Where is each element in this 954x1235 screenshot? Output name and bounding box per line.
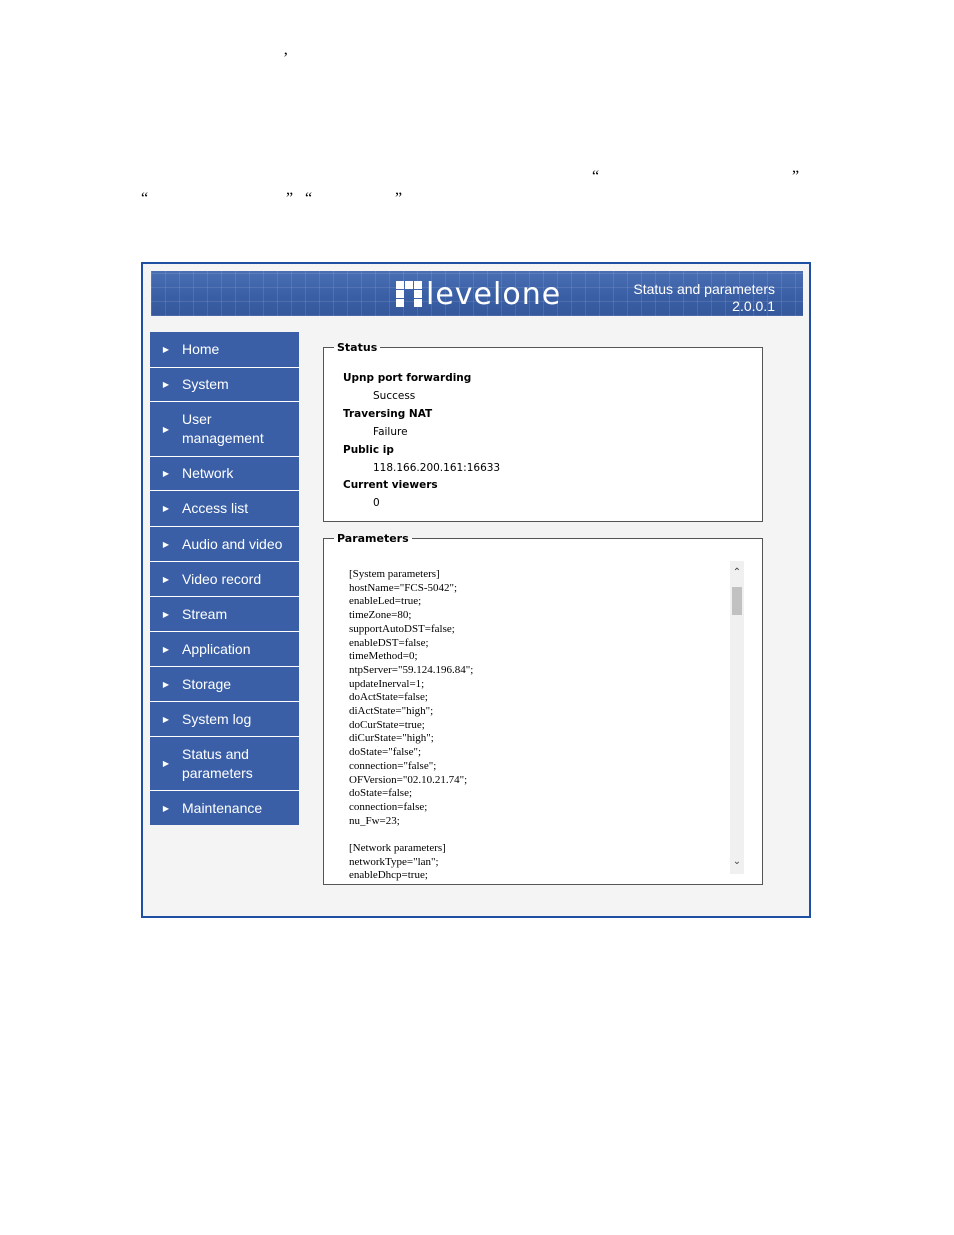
parameter-line: updateInerval=1; bbox=[349, 677, 425, 690]
sidebar-item-storage[interactable] bbox=[150, 667, 299, 702]
nat-value: Failure bbox=[373, 426, 408, 438]
arrow-right-icon: ▶ bbox=[162, 644, 170, 654]
doc-mark-3: ” bbox=[792, 168, 800, 185]
sidebar-item-audio-video[interactable] bbox=[150, 527, 299, 562]
sidebar-item-status-parameters[interactable] bbox=[150, 737, 299, 791]
current-viewers-value: 0 bbox=[373, 497, 380, 509]
sidebar-item-system[interactable] bbox=[150, 368, 299, 402]
arrow-right-icon: ▶ bbox=[162, 803, 170, 813]
sidebar-item-stream[interactable] bbox=[150, 597, 299, 632]
arrow-right-icon: ▶ bbox=[162, 504, 170, 513]
sidebar-nav bbox=[150, 332, 299, 825]
parameters-panel bbox=[323, 532, 763, 885]
sidebar-item-home[interactable] bbox=[150, 332, 299, 368]
sidebar-item-label: Network bbox=[182, 465, 234, 481]
parameter-line: timeZone=80; bbox=[349, 609, 412, 622]
nat-label: Traversing NAT bbox=[343, 408, 433, 420]
doc-mark-7: ” bbox=[395, 190, 403, 207]
status-panel bbox=[323, 341, 763, 522]
parameter-line: nu_Fw=23; bbox=[349, 814, 400, 827]
current-viewers-label: Current viewers bbox=[343, 479, 438, 491]
parameter-line: connection="false"; bbox=[349, 759, 437, 772]
sidebar-item-network[interactable] bbox=[150, 457, 299, 491]
sidebar-item-maintenance[interactable] bbox=[150, 791, 299, 825]
page-title-text: Status and parameters bbox=[633, 281, 775, 297]
arrow-right-icon: ▶ bbox=[162, 380, 170, 389]
parameter-line: doState=false; bbox=[349, 787, 413, 800]
parameters-scrollbar[interactable] bbox=[730, 561, 744, 874]
parameter-line: [System parameters] bbox=[349, 568, 440, 580]
status-legend: Status bbox=[337, 341, 378, 354]
sidebar-item-user-management[interactable] bbox=[150, 402, 299, 457]
parameter-line: enableLed=true; bbox=[349, 595, 422, 608]
parameter-line: timeMethod=0; bbox=[349, 650, 418, 663]
parameters-lines bbox=[349, 568, 473, 883]
parameter-line: ntpServer="59.124.196.84"; bbox=[349, 663, 474, 676]
doc-mark-6: “ bbox=[305, 190, 313, 207]
web-ui-frame bbox=[141, 262, 811, 918]
sidebar-item-label: Access list bbox=[182, 500, 249, 516]
sidebar-item-label: Storage bbox=[182, 675, 232, 692]
parameter-line: doCurState=true; bbox=[349, 718, 425, 731]
arrow-right-icon: ▶ bbox=[162, 424, 170, 434]
arrow-right-icon: ▶ bbox=[162, 469, 170, 478]
arrow-right-icon: ▶ bbox=[162, 759, 170, 768]
parameter-line: supportAutoDST=false; bbox=[349, 622, 455, 635]
chevron-down-icon[interactable]: ⌄ bbox=[732, 856, 742, 867]
scrollbar-thumb[interactable] bbox=[732, 587, 742, 615]
parameter-line: [Network parameters] bbox=[349, 842, 446, 855]
parameter-line: doState="false"; bbox=[349, 746, 421, 759]
parameter-line: hostName="FCS-5042"; bbox=[349, 581, 458, 594]
sidebar-item-label: User management bbox=[182, 411, 264, 446]
arrow-right-icon: ▶ bbox=[162, 345, 170, 354]
public-ip-label: Public ip bbox=[343, 444, 394, 456]
arrow-right-icon: ▶ bbox=[162, 539, 170, 549]
sidebar-item-video-record[interactable] bbox=[150, 562, 299, 597]
arrow-right-icon: ▶ bbox=[162, 609, 170, 619]
parameter-line: enableDST=false; bbox=[349, 636, 429, 649]
doc-mark-4: “ bbox=[141, 190, 149, 207]
levelone-logo bbox=[396, 277, 561, 311]
parameter-line: doActState=false; bbox=[349, 691, 428, 704]
header-banner bbox=[151, 271, 803, 316]
public-ip-value: 118.166.200.161:16633 bbox=[373, 462, 501, 474]
firmware-version: 2.0.0.1 bbox=[732, 298, 775, 314]
parameters-textarea[interactable] bbox=[336, 561, 744, 882]
upnp-value: Success bbox=[373, 390, 416, 402]
parameter-line: diCurState="high"; bbox=[349, 732, 434, 745]
doc-mark-1: ’ bbox=[283, 50, 289, 67]
sidebar-item-label: Status and parameters bbox=[182, 745, 253, 781]
parameter-line: connection=false; bbox=[349, 800, 428, 813]
doc-mark-5: ” bbox=[286, 190, 294, 207]
page-title bbox=[633, 281, 775, 315]
parameter-line: OFVersion="02.10.21.74"; bbox=[349, 773, 468, 786]
parameter-line: diActState="high"; bbox=[349, 705, 434, 718]
sidebar-item-application[interactable] bbox=[150, 632, 299, 667]
doc-mark-2: “ bbox=[592, 168, 600, 185]
parameter-line: networkType="lan"; bbox=[349, 855, 439, 868]
sidebar-item-label: System bbox=[182, 376, 229, 392]
arrow-right-icon: ▶ bbox=[162, 679, 170, 689]
levelone-logo-icon bbox=[396, 281, 422, 307]
sidebar-item-label: Stream bbox=[182, 605, 228, 622]
upnp-label: Upnp port forwarding bbox=[343, 372, 472, 384]
parameters-legend: Parameters bbox=[337, 532, 409, 545]
arrow-right-icon: ▶ bbox=[162, 574, 170, 584]
sidebar-item-label: Audio and video bbox=[182, 535, 283, 552]
sidebar-item-label: Application bbox=[182, 640, 251, 657]
logo-text: levelone bbox=[426, 276, 562, 312]
sidebar-item-label: Video record bbox=[182, 570, 262, 587]
sidebar-item-label: Maintenance bbox=[182, 799, 263, 816]
sidebar-item-access-list[interactable] bbox=[150, 491, 299, 527]
sidebar-item-label: Home bbox=[182, 341, 220, 357]
chevron-up-icon[interactable]: ⌃ bbox=[732, 567, 742, 578]
sidebar-item-label: System log bbox=[182, 710, 252, 727]
parameter-line bbox=[349, 828, 473, 842]
sidebar-item-system-log[interactable] bbox=[150, 702, 299, 737]
arrow-right-icon: ▶ bbox=[162, 714, 170, 724]
parameter-line: enableDhcp=true; bbox=[349, 869, 428, 882]
